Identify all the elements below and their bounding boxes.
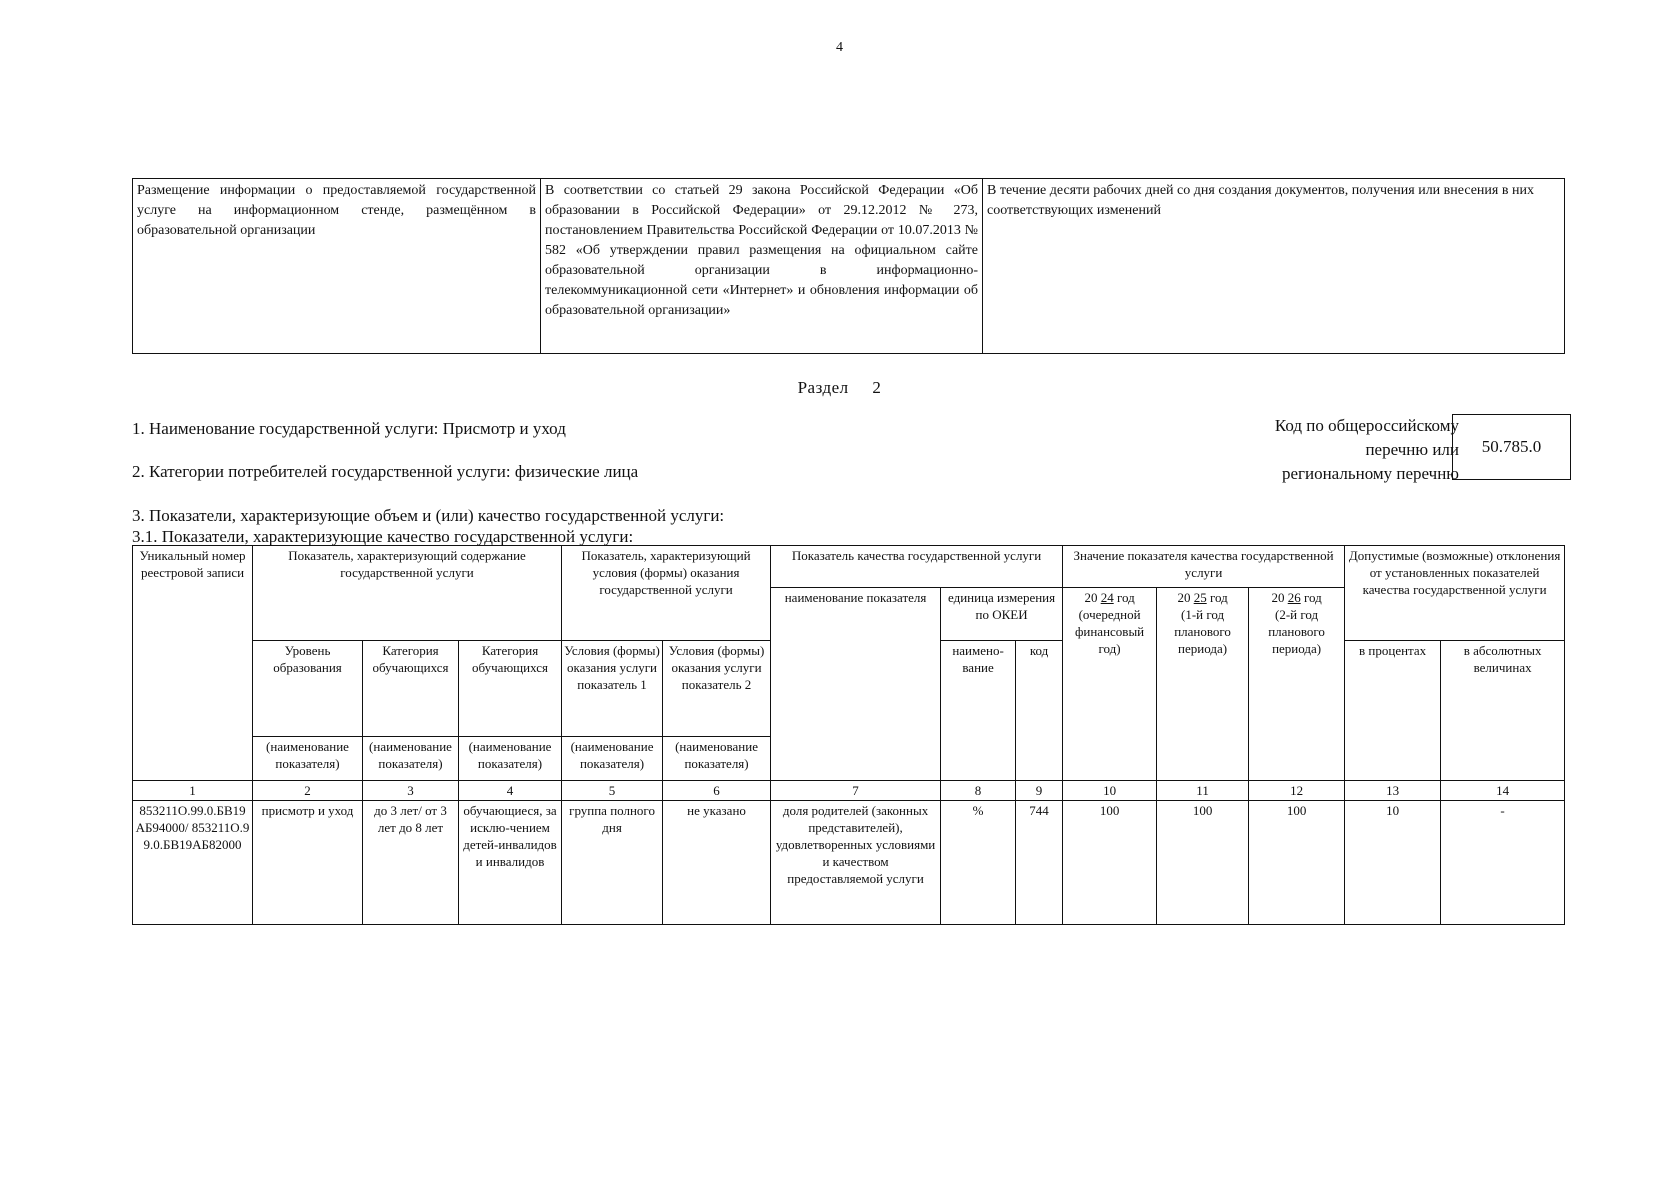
quality-indicators-table bbox=[132, 545, 1565, 925]
section-label: Раздел bbox=[797, 378, 849, 397]
placeholder-indicator-name: (наименование показателя) bbox=[253, 737, 363, 781]
column-number: 12 bbox=[1249, 781, 1345, 801]
table-row bbox=[133, 179, 1565, 354]
column-number: 1 bbox=[133, 781, 253, 801]
info-placement-table bbox=[132, 178, 1565, 354]
cell-value-year-1: 100 bbox=[1063, 801, 1157, 925]
column-number: 7 bbox=[771, 781, 941, 801]
column-number: 8 bbox=[941, 781, 1016, 801]
column-number: 9 bbox=[1016, 781, 1063, 801]
placeholder-indicator-name: (наименование показателя) bbox=[459, 737, 562, 781]
header-conditions-indicator: Показатель, характеризующий условия (формы) оказания государственной услуги bbox=[562, 546, 771, 641]
header-okei-unit: единица измерения по ОКЕИ bbox=[941, 588, 1063, 641]
column-number: 5 bbox=[562, 781, 663, 801]
cell-student-category: обучающиеся, за исклю-чением детей-инвалидов и инвалидов bbox=[459, 801, 562, 925]
header-unit-name: наимено-вание bbox=[941, 641, 1016, 781]
cell-condition-2: не указано bbox=[663, 801, 771, 925]
header-unit-code: код bbox=[1016, 641, 1063, 781]
cell-education-level: присмотр и уход bbox=[253, 801, 363, 925]
cell-indicator-name: доля родителей (законных представителей), удовлетворенных условиями и качеством предоставляемой услуги bbox=[771, 801, 941, 925]
column-number: 11 bbox=[1157, 781, 1249, 801]
quality-heading: 3.1. Показатели, характеризующие качество государственной услуги: bbox=[132, 527, 634, 546]
column-numbers-row bbox=[133, 781, 1565, 801]
column-number: 4 bbox=[459, 781, 562, 801]
table-row bbox=[133, 801, 1565, 925]
info-method-cell: Размещение информации о предоставляемой государственной услуге на информационном стенде, размещённом в образовательной организации bbox=[133, 179, 541, 354]
cell-deviation-percent: 10 bbox=[1345, 801, 1441, 925]
placeholder-indicator-name: (наименование показателя) bbox=[562, 737, 663, 781]
placeholder-indicator-name: (наименование показателя) bbox=[663, 737, 771, 781]
header-unique-number: Уникальный номер реестровой записи bbox=[133, 546, 253, 781]
year-1-note: (очередной финансовый год) bbox=[1074, 607, 1145, 656]
section-title bbox=[0, 378, 1679, 398]
header-year-3: 20 26 год (2-й год планового периода) bbox=[1249, 588, 1345, 781]
header-condition-1: Условия (формы) оказания услуги показатель 1 bbox=[562, 641, 663, 737]
cell-unit-name: % bbox=[941, 801, 1016, 925]
column-number: 2 bbox=[253, 781, 363, 801]
consumer-categories: 2. Категории потребителей государственной услуги: физические лица bbox=[132, 462, 639, 481]
table-row bbox=[133, 546, 1565, 588]
cell-deviation-absolute: - bbox=[1441, 801, 1565, 925]
year-1-value: 24 bbox=[1100, 590, 1114, 605]
header-quality-value: Значение показателя качества государственной услуги bbox=[1063, 546, 1345, 588]
header-year-2: 20 25 год (1-й год планового периода) bbox=[1157, 588, 1249, 781]
service-name: 1. Наименование государственной услуги: Присмотр и уход bbox=[132, 419, 566, 438]
year-3-note: (2-й год планового периода) bbox=[1268, 607, 1325, 656]
column-number: 3 bbox=[363, 781, 459, 801]
info-content-cell: В соответствии со статьей 29 закона Российской Федерации «Об образовании в Российской Федерации» от 29.12.2012 № 273, постановлением Правительства Российской Федерации от 10.07.2013 № 582 «Об утверждении правил размещения на официальном сайте образовательной организации в информационно-телекоммуникационной сети «Интернет» и обновления информации об образовательной организации» bbox=[541, 179, 983, 354]
header-indicator-name: наименование показателя bbox=[771, 588, 941, 781]
code-label bbox=[1275, 414, 1459, 486]
cell-value-year-3: 100 bbox=[1249, 801, 1345, 925]
header-content-indicator: Показатель, характеризующий содержание государственной услуги bbox=[253, 546, 562, 641]
year-3-value: 26 bbox=[1287, 590, 1301, 605]
page-number: 4 bbox=[836, 40, 843, 55]
year-2-note: (1-й год планового периода) bbox=[1174, 607, 1231, 656]
header-student-category-2: Категория обучающихся bbox=[459, 641, 562, 737]
code-value: 50.785.0 bbox=[1452, 414, 1571, 480]
header-condition-2: Условия (формы) оказания услуги показатель 2 bbox=[663, 641, 771, 737]
indicators-heading: 3. Показатели, характеризующие объем и (или) качество государственной услуги: bbox=[132, 506, 725, 525]
cell-value-year-2: 100 bbox=[1157, 801, 1249, 925]
code-label-line3: региональному перечню bbox=[1281, 464, 1459, 483]
code-label-line2: перечню или bbox=[1365, 440, 1459, 459]
section-number: 2 bbox=[872, 378, 882, 397]
column-number: 14 bbox=[1441, 781, 1565, 801]
header-deviation-percent: в процентах bbox=[1345, 641, 1441, 781]
year-2-value: 25 bbox=[1193, 590, 1207, 605]
code-label-line1: Код по общероссийскому bbox=[1274, 416, 1459, 435]
cell-unique-number: 853211О.99.0.БВ19АБ94000/ 853211О.99.0.БВ19АБ82000 bbox=[133, 801, 253, 925]
header-education-level: Уровень образования bbox=[253, 641, 363, 737]
column-number: 13 bbox=[1345, 781, 1441, 801]
column-number: 10 bbox=[1063, 781, 1157, 801]
cell-student-age: до 3 лет/ от 3 лет до 8 лет bbox=[363, 801, 459, 925]
header-deviation: Допустимые (возможные) отклонения от установленных показателей качества государственной услуги bbox=[1345, 546, 1565, 641]
placeholder-indicator-name: (наименование показателя) bbox=[363, 737, 459, 781]
cell-unit-code: 744 bbox=[1016, 801, 1063, 925]
cell-condition-1: группа полного дня bbox=[562, 801, 663, 925]
header-year-1: 20 24 год (очередной финансовый год) bbox=[1063, 588, 1157, 781]
info-frequency-cell: В течение десяти рабочих дней со дня создания документов, получения или внесения в них соответствующих изменений bbox=[983, 179, 1565, 354]
header-deviation-absolute: в абсолютных величинах bbox=[1441, 641, 1565, 781]
header-quality-indicator: Показатель качества государственной услуги bbox=[771, 546, 1063, 588]
column-number: 6 bbox=[663, 781, 771, 801]
header-student-category-1: Категория обучающихся bbox=[363, 641, 459, 737]
